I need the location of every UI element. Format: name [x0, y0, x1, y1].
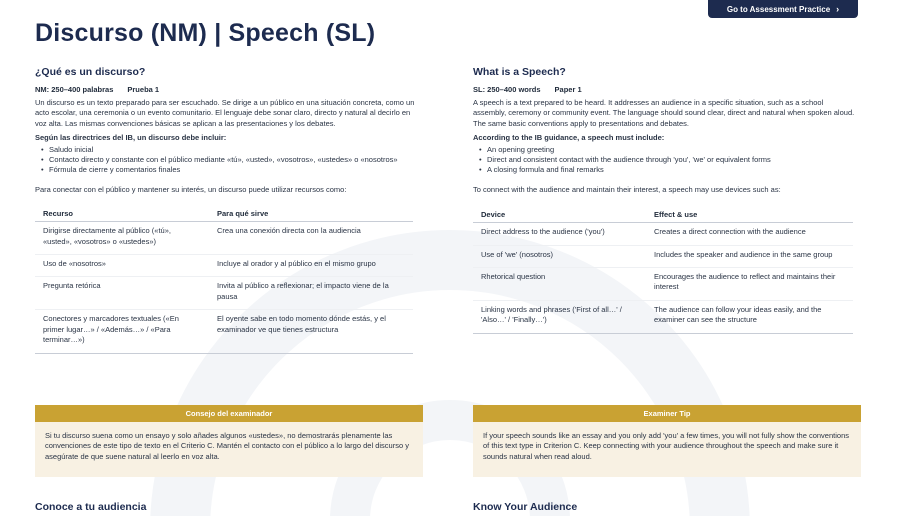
- table-cell: Direct address to the audience ('you'): [473, 223, 646, 245]
- next-section-heading: Conoce a tu audiencia: [35, 501, 147, 513]
- word-count-meta: [35, 85, 415, 94]
- paper-label: Paper 1: [554, 85, 582, 94]
- table-cell: El oyente sabe en todo momento dónde estás, y el examinador ve que tienes estructura: [209, 310, 413, 353]
- guidance-lead: According to the IB guidance, a speech must include:: [473, 133, 665, 143]
- next-section-heading: Know Your Audience: [473, 501, 578, 513]
- table-cell: Conectores y marcadores textuales («En primer lugar…» / «Además…» / «Para terminar…»): [35, 310, 209, 353]
- tip-body: Si tu discurso suena como un ensayo y solo añades algunos «ustedes», no demostrarás plenamente las convenciones de este tipo de texto en el Criterio C. Mantén el contacto con el público a lo largo del discurso y asegúrate de que suene natural al leerlo en voz alta.: [45, 431, 409, 461]
- intro-paragraph: A speech is a text prepared to be heard. It addresses an audience in a specific situation, such as a school assembly, ceremony or community event. The language should sound clear, direct and natural when spoken aloud. The same basic conventions apply to presentations and debates.: [473, 98, 855, 128]
- paper-label: Prueba 1: [127, 85, 160, 94]
- column-header: Recurso: [35, 206, 209, 222]
- list-item: • An opening greeting: [479, 145, 858, 155]
- table-row: [35, 255, 413, 277]
- table-row: [473, 245, 853, 267]
- list-item: • Contacto directo y constante con el público mediante «tú», «usted», «vosotros», «ustedes» o «nosotros»: [41, 155, 415, 165]
- table-cell: Includes the speaker and audience in the same group: [646, 245, 853, 267]
- table-cell: Encourages the audience to reflect and maintains their interest: [646, 268, 853, 301]
- tip-body: If your speech sounds like an essay and you only add 'you' a few times, you will not fully show the conventions of this text type in Criterion C. Keep connecting with your audience throughout the speech and make sure it sounds natural when read aloud.: [483, 431, 849, 461]
- table-cell: Linking words and phrases ('First of all…' / 'Also…' / 'Finally…'): [473, 300, 646, 333]
- assessment-practice-button[interactable]: [708, 0, 858, 18]
- word-count-meta: [473, 85, 858, 94]
- section-heading: What is a Speech?: [473, 66, 566, 78]
- examiner-tip-box: [35, 405, 423, 477]
- requirements-list: [479, 145, 858, 176]
- table-row: [35, 222, 413, 255]
- table-cell: Use of 'we' (nosotros): [473, 245, 646, 267]
- table-header-row: [473, 207, 853, 223]
- table-cell: Rhetorical question: [473, 268, 646, 301]
- table-row: [35, 310, 413, 353]
- table-cell: Creates a direct connection with the audience: [646, 223, 853, 245]
- spanish-column: [35, 66, 415, 354]
- list-item: • Saludo inicial: [41, 145, 415, 155]
- table-cell: Crea una conexión directa con la audiencia: [209, 222, 413, 255]
- column-header: Effect & use: [646, 207, 853, 223]
- table-row: [473, 223, 853, 245]
- word-count: NM: 250–400 palabras: [35, 85, 114, 94]
- table-cell: The audience can follow your ideas easily, and the examiner can see the structure: [646, 300, 853, 333]
- table-row: [35, 277, 413, 310]
- list-item: • Fórmula de cierre y comentarios finales: [41, 165, 415, 175]
- column-header: Para qué sirve: [209, 206, 413, 222]
- tip-title: Consejo del examinador: [35, 405, 423, 422]
- tip-title: Examiner Tip: [473, 405, 861, 422]
- table-cell: Incluye al orador y al público en el mismo grupo: [209, 255, 413, 277]
- list-item: • Direct and consistent contact with the audience through 'you', 'we' or equivalent forms: [479, 155, 858, 165]
- guidance-lead: Según las directrices del IB, un discurso debe incluir:: [35, 133, 227, 143]
- column-header: Device: [473, 207, 646, 223]
- table-cell: Pregunta retórica: [35, 277, 209, 310]
- table-cell: Invita al público a reflexionar; el impacto viene de la pausa: [209, 277, 413, 310]
- table-row: [473, 300, 853, 333]
- table-header-row: [35, 206, 413, 222]
- section-heading: ¿Qué es un discurso?: [35, 66, 146, 78]
- table-cell: Dirigirse directamente al público («tú», «usted», «vosotros» o «ustedes»): [35, 222, 209, 255]
- devices-table: [473, 207, 853, 333]
- page-title: Discurso (NM) | Speech (SL): [35, 19, 376, 47]
- english-column: [473, 66, 858, 334]
- list-item: • A closing formula and final remarks: [479, 165, 858, 175]
- requirements-list: [41, 145, 415, 176]
- table-row: [473, 268, 853, 301]
- table-cell: Uso de «nosotros»: [35, 255, 209, 277]
- devices-intro: To connect with the audience and maintain their interest, a speech may use devices such as:: [473, 184, 781, 194]
- examiner-tip-box: [473, 405, 861, 477]
- chevron-right-icon: ›: [836, 4, 840, 14]
- intro-paragraph: Un discurso es un texto preparado para ser escuchado. Se dirige a un público en una situación concreta, como un acto escolar, una ceremonia o un evento comunitario. El lenguaje debe sonar claro, directo y natural al decirlo en voz alta. Las mismas convenciones básicas se aplican a las presentaciones y los debates.: [35, 98, 415, 128]
- assessment-practice-label: Go to Assessment Practice: [726, 4, 831, 14]
- devices-table: [35, 206, 413, 353]
- devices-intro: Para conectar con el público y mantener su interés, un discurso puede utilizar recursos como:: [35, 184, 347, 194]
- word-count: SL: 250–400 words: [473, 85, 541, 94]
